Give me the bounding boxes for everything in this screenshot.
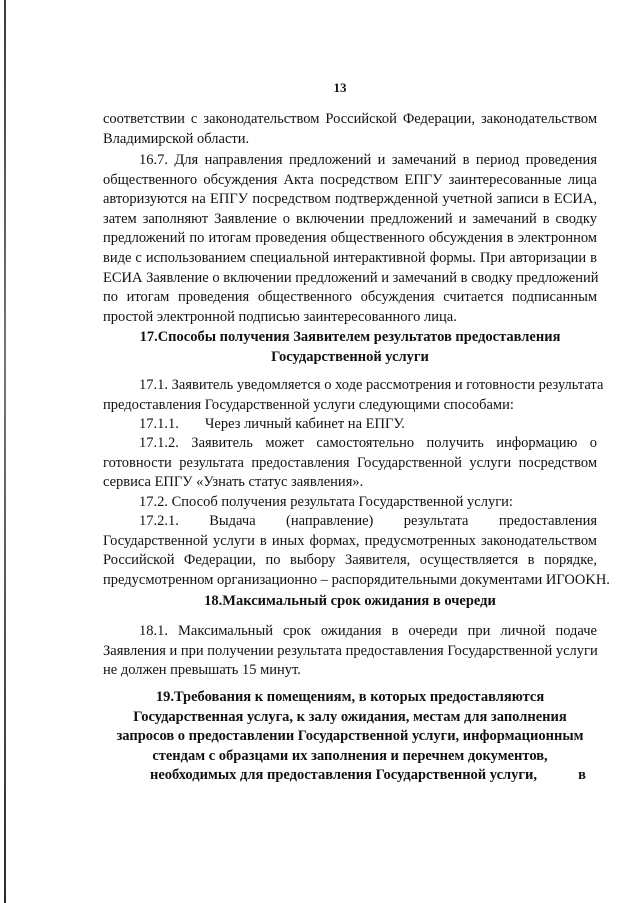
text-line: предложений по итогам проведения общественного обсуждения в электронном xyxy=(103,230,597,247)
item-text: Через личный кабинет на ЕПГУ. xyxy=(205,416,405,432)
word: (направление) xyxy=(286,513,374,529)
text-line: Государственной услуги в иных формах, предусмотренных законодательством xyxy=(103,532,597,549)
text-line: 17.1. Заявитель уведомляется о ходе рассмотрения и готовности результата xyxy=(139,377,604,393)
section-heading-17 xyxy=(100,328,600,367)
paragraph-18-1 xyxy=(103,622,597,681)
text-line: виде с использованием специальной интерактивной формы. При авторизации в xyxy=(103,249,597,266)
text-line: ЕСИА Заявление о включении предложений и замечаний в сводку предложений xyxy=(103,269,599,286)
text-line: предусмотренном организационно – распорядительными документами ИГОOKH. xyxy=(103,571,610,588)
heading-word: в xyxy=(578,767,586,783)
heading-line: 18.Максимальный срок ожидания в очереди xyxy=(204,593,496,609)
text-line: Заявления и при получении результата предоставления Государственной услуги xyxy=(103,642,598,659)
heading-line: Государственной услуги xyxy=(271,348,429,365)
heading-line: запросов о предоставлении Государственной услуги, информационным xyxy=(116,728,584,745)
section-heading-18 xyxy=(100,592,600,612)
word: результата xyxy=(403,513,469,529)
paragraph-17-1 xyxy=(103,376,604,415)
text-line: общественного обсуждения Акта посредством ЕПГУ заинтересованные лица xyxy=(103,171,597,188)
word: 17.2.1. xyxy=(139,513,179,529)
text-line: 16.7. Для направления предложений и замечаний в период проведения xyxy=(139,152,597,168)
text-line: затем заполняют Заявление о включении предложений и замечаний в сводку xyxy=(103,210,597,227)
text-line: 18.1. Максимальный срок ожидания в очереди при личной подаче xyxy=(139,623,597,639)
paragraph-16-7 xyxy=(103,151,597,327)
text-line: Российской Федерации, по выбору Заявителя, осуществляется в порядке, xyxy=(103,552,597,569)
paragraph-17-2 xyxy=(103,493,597,513)
text-line: простой электронной подписью заинтересованного лица. xyxy=(103,308,457,325)
heading-line: 17.Способы получения Заявителем результатов предоставления xyxy=(139,329,561,345)
text-line: 17.2. Способ получения результата Государственной услуги: xyxy=(139,494,513,510)
text-line: Владимирской области. xyxy=(103,130,250,147)
word: предоставления xyxy=(498,513,598,529)
heading-line: стендам с образцами их заполнения и перечнем документов, xyxy=(152,747,548,764)
text-line: предоставления Государственной услуги следующими способами: xyxy=(103,396,514,413)
text-line: по итогам проведения общественного обсуждения считается подписанным xyxy=(103,289,597,306)
text-line: авторизуются на ЕПГУ посредством подтвержденной учетной записи в ЕСИА, xyxy=(103,191,597,208)
text-line xyxy=(103,512,597,532)
text-line: готовности результата предоставления Государственной услуги посредством xyxy=(103,454,597,471)
text-line: не должен превышать 15 минут. xyxy=(103,662,301,679)
heading-line: Государственная услуга, к залу ожидания, местам для заполнения xyxy=(133,708,567,725)
scan-edge xyxy=(4,0,6,903)
paragraph-continuation xyxy=(103,110,597,149)
item-number: 17.1.1. xyxy=(139,416,179,432)
text-line: соответствии с законодательством Российской Федерации, законодательством xyxy=(103,111,597,127)
text-line: 17.1.2. Заявитель может самостоятельно получить информацию о xyxy=(139,435,597,451)
paragraph-17-1-2 xyxy=(103,434,597,493)
page-number: 13 xyxy=(333,80,347,95)
text-line: сервиса ЕПГУ «Узнать статус заявления». xyxy=(103,474,364,491)
section-heading-19 xyxy=(100,688,600,766)
paragraph-17-2-1 xyxy=(103,512,610,590)
word: Выдача xyxy=(209,513,256,529)
heading-line: необходимых для предоставления Государственной услуги, xyxy=(150,767,537,783)
heading-line: 19.Требования к помещениям, в которых предоставляются xyxy=(155,689,545,705)
